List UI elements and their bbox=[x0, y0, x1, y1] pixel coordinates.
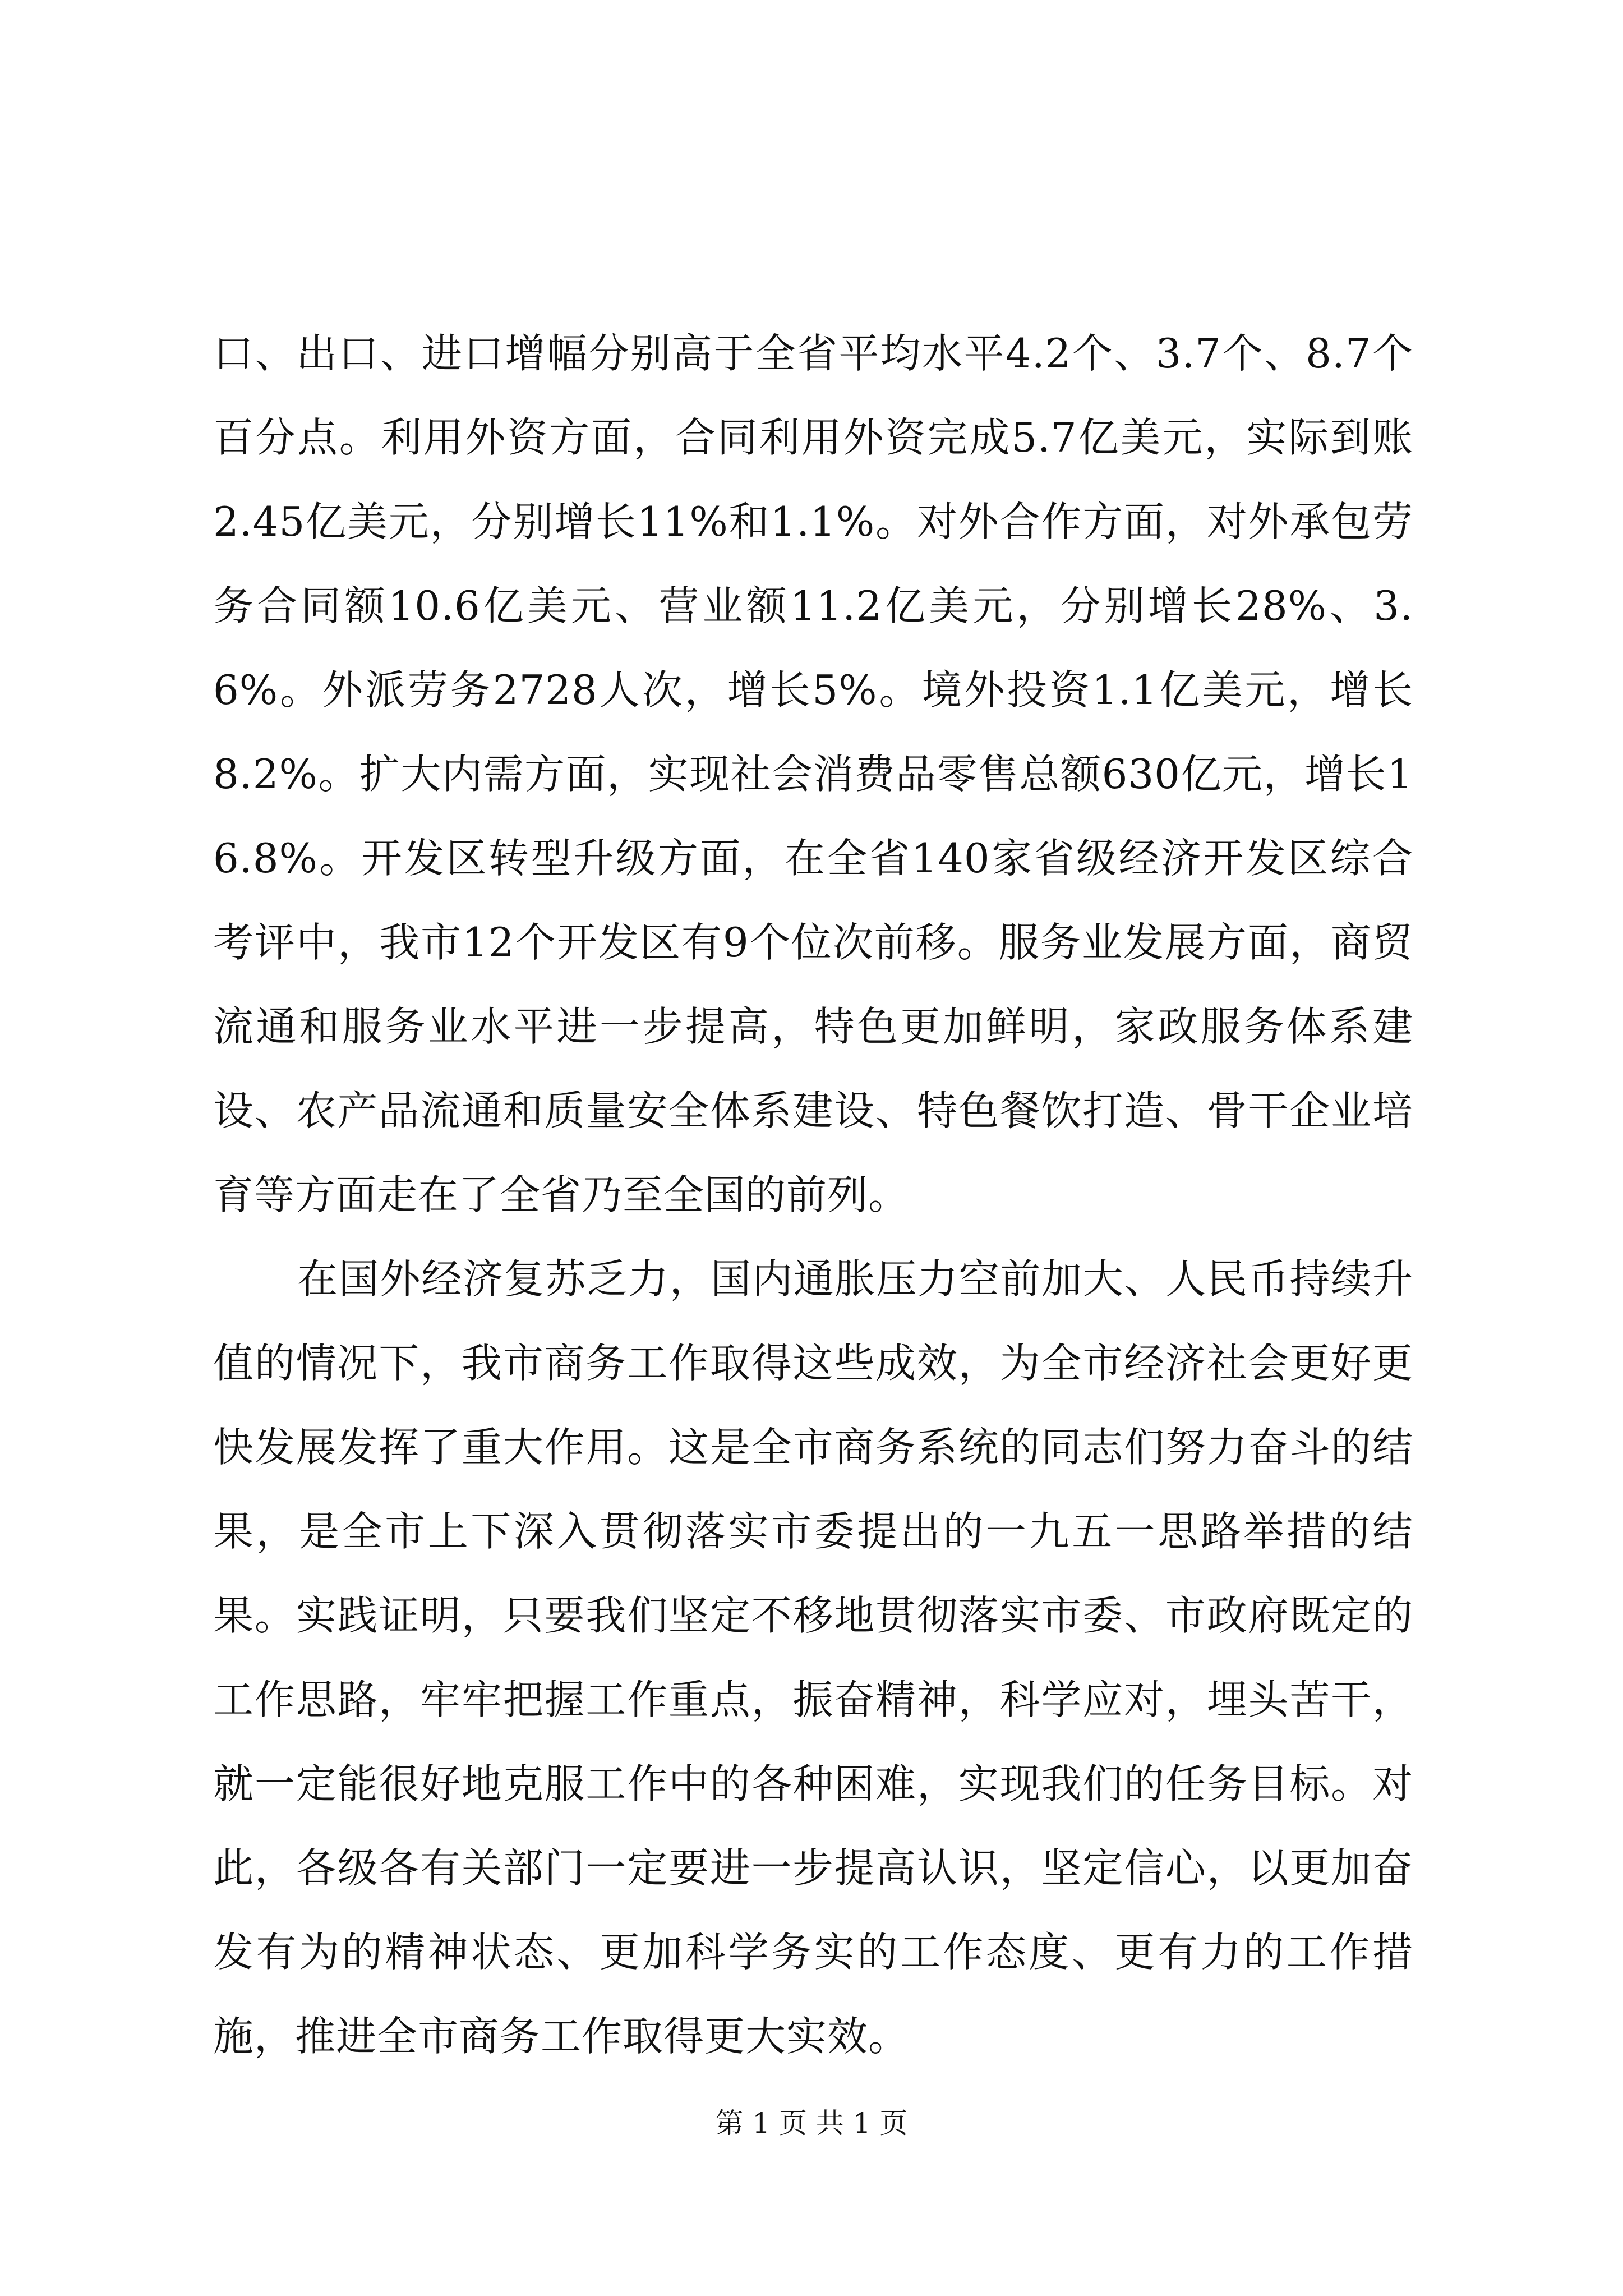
page-footer: 第 1 页 共 1 页 bbox=[715, 2107, 908, 2139]
document-body bbox=[213, 311, 1413, 2078]
paragraph-2: 在国外经济复苏乏力，国内通胀压力空前加大、人民币持续升值的情况下，我市商务工作取得这些成效，为全市经济社会更好更快发展发挥了重大作用。这是全市商务系统的同志们努力奋斗的结果，是全市上下深入贯彻落实市委提出的一九五一思路举措的结果。实践证明，只要我们坚定不移地贯彻落实市委、市政府既定的工作思路，牢牢把握工作重点，振奋精神，科学应对，埋头苦干，就一定能很好地克服工作中的各种困难，实现我们的任务目标。对此，各级各有关部门一定要进一步提高认识，坚定信心，以更加奋发有为的精神状态、更加科学务实的工作态度、更有力的工作措施，推进全市商务工作取得更大实效。 bbox=[213, 1255, 1413, 2060]
paragraph-1: 口、出口、进口增幅分别高于全省平均水平4.2个、3.7个、8.7个百分点。利用外资方面，合同利用外资完成5.7亿美元，实际到账2.45亿美元，分别增长11%和1.1%。对外合作方面，对外承包劳务合同额10.6亿美元、营业额11.2亿美元，分别增长28%、3.6%。外派劳务2728人次，增长5%。境外投资1.1亿美元，增长8.2%。扩大内需方面，实现社会消费品零售总额630亿元，增长16.8%。开发区转型升级方面，在全省140家省级经济开发区综合考评中，我市12个开发区有9个位次前移。服务业发展方面，商贸流通和服务业水平进一步提高，特色更加鲜明，家政服务体系建设、农产品流通和质量安全体系建设、特色餐饮打造、骨干企业培育等方面走在了全省乃至全国的前列。 bbox=[213, 330, 1413, 1218]
